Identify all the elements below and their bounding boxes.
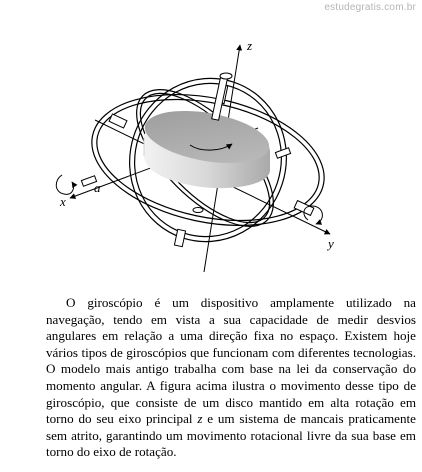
rotor-disk	[141, 102, 273, 188]
x-rotation-arrow	[56, 175, 73, 194]
x-axis-label: x	[60, 194, 66, 209]
gyroscope-figure	[40, 20, 380, 285]
paragraph-text-1: O giroscópio é um dispositivo amplamente utilizado na navegação, tendo em vista a sua capacidade de medir desvios angulares em relação a uma direção fixa no espaço. Existem hoje vários tipos de giroscópios que funcionam com diferentes tecnologias. O modelo mais antigo trabalha com base na lei da conservação do momento angular. A figura acima ilustra o movimento desse tipo de giroscópio, que consiste de um disco mantido em alta rotação em torno do seu eixo principal	[46, 295, 416, 427]
z-axis-label: z	[247, 38, 253, 53]
angle-label-a: a	[94, 180, 101, 195]
z-symbol: z	[197, 411, 203, 427]
gyroscope-diagram	[40, 20, 380, 285]
description-paragraph	[46, 295, 416, 461]
watermark: estudegratis.com.br	[324, 2, 416, 13]
y-axis-label: y	[328, 236, 334, 251]
paragraph-text-2: e um sistema de mancais praticamente sem atrito, garantindo um movimento rotacional livre da sua base em torno do eixo de rotação.	[46, 411, 416, 460]
